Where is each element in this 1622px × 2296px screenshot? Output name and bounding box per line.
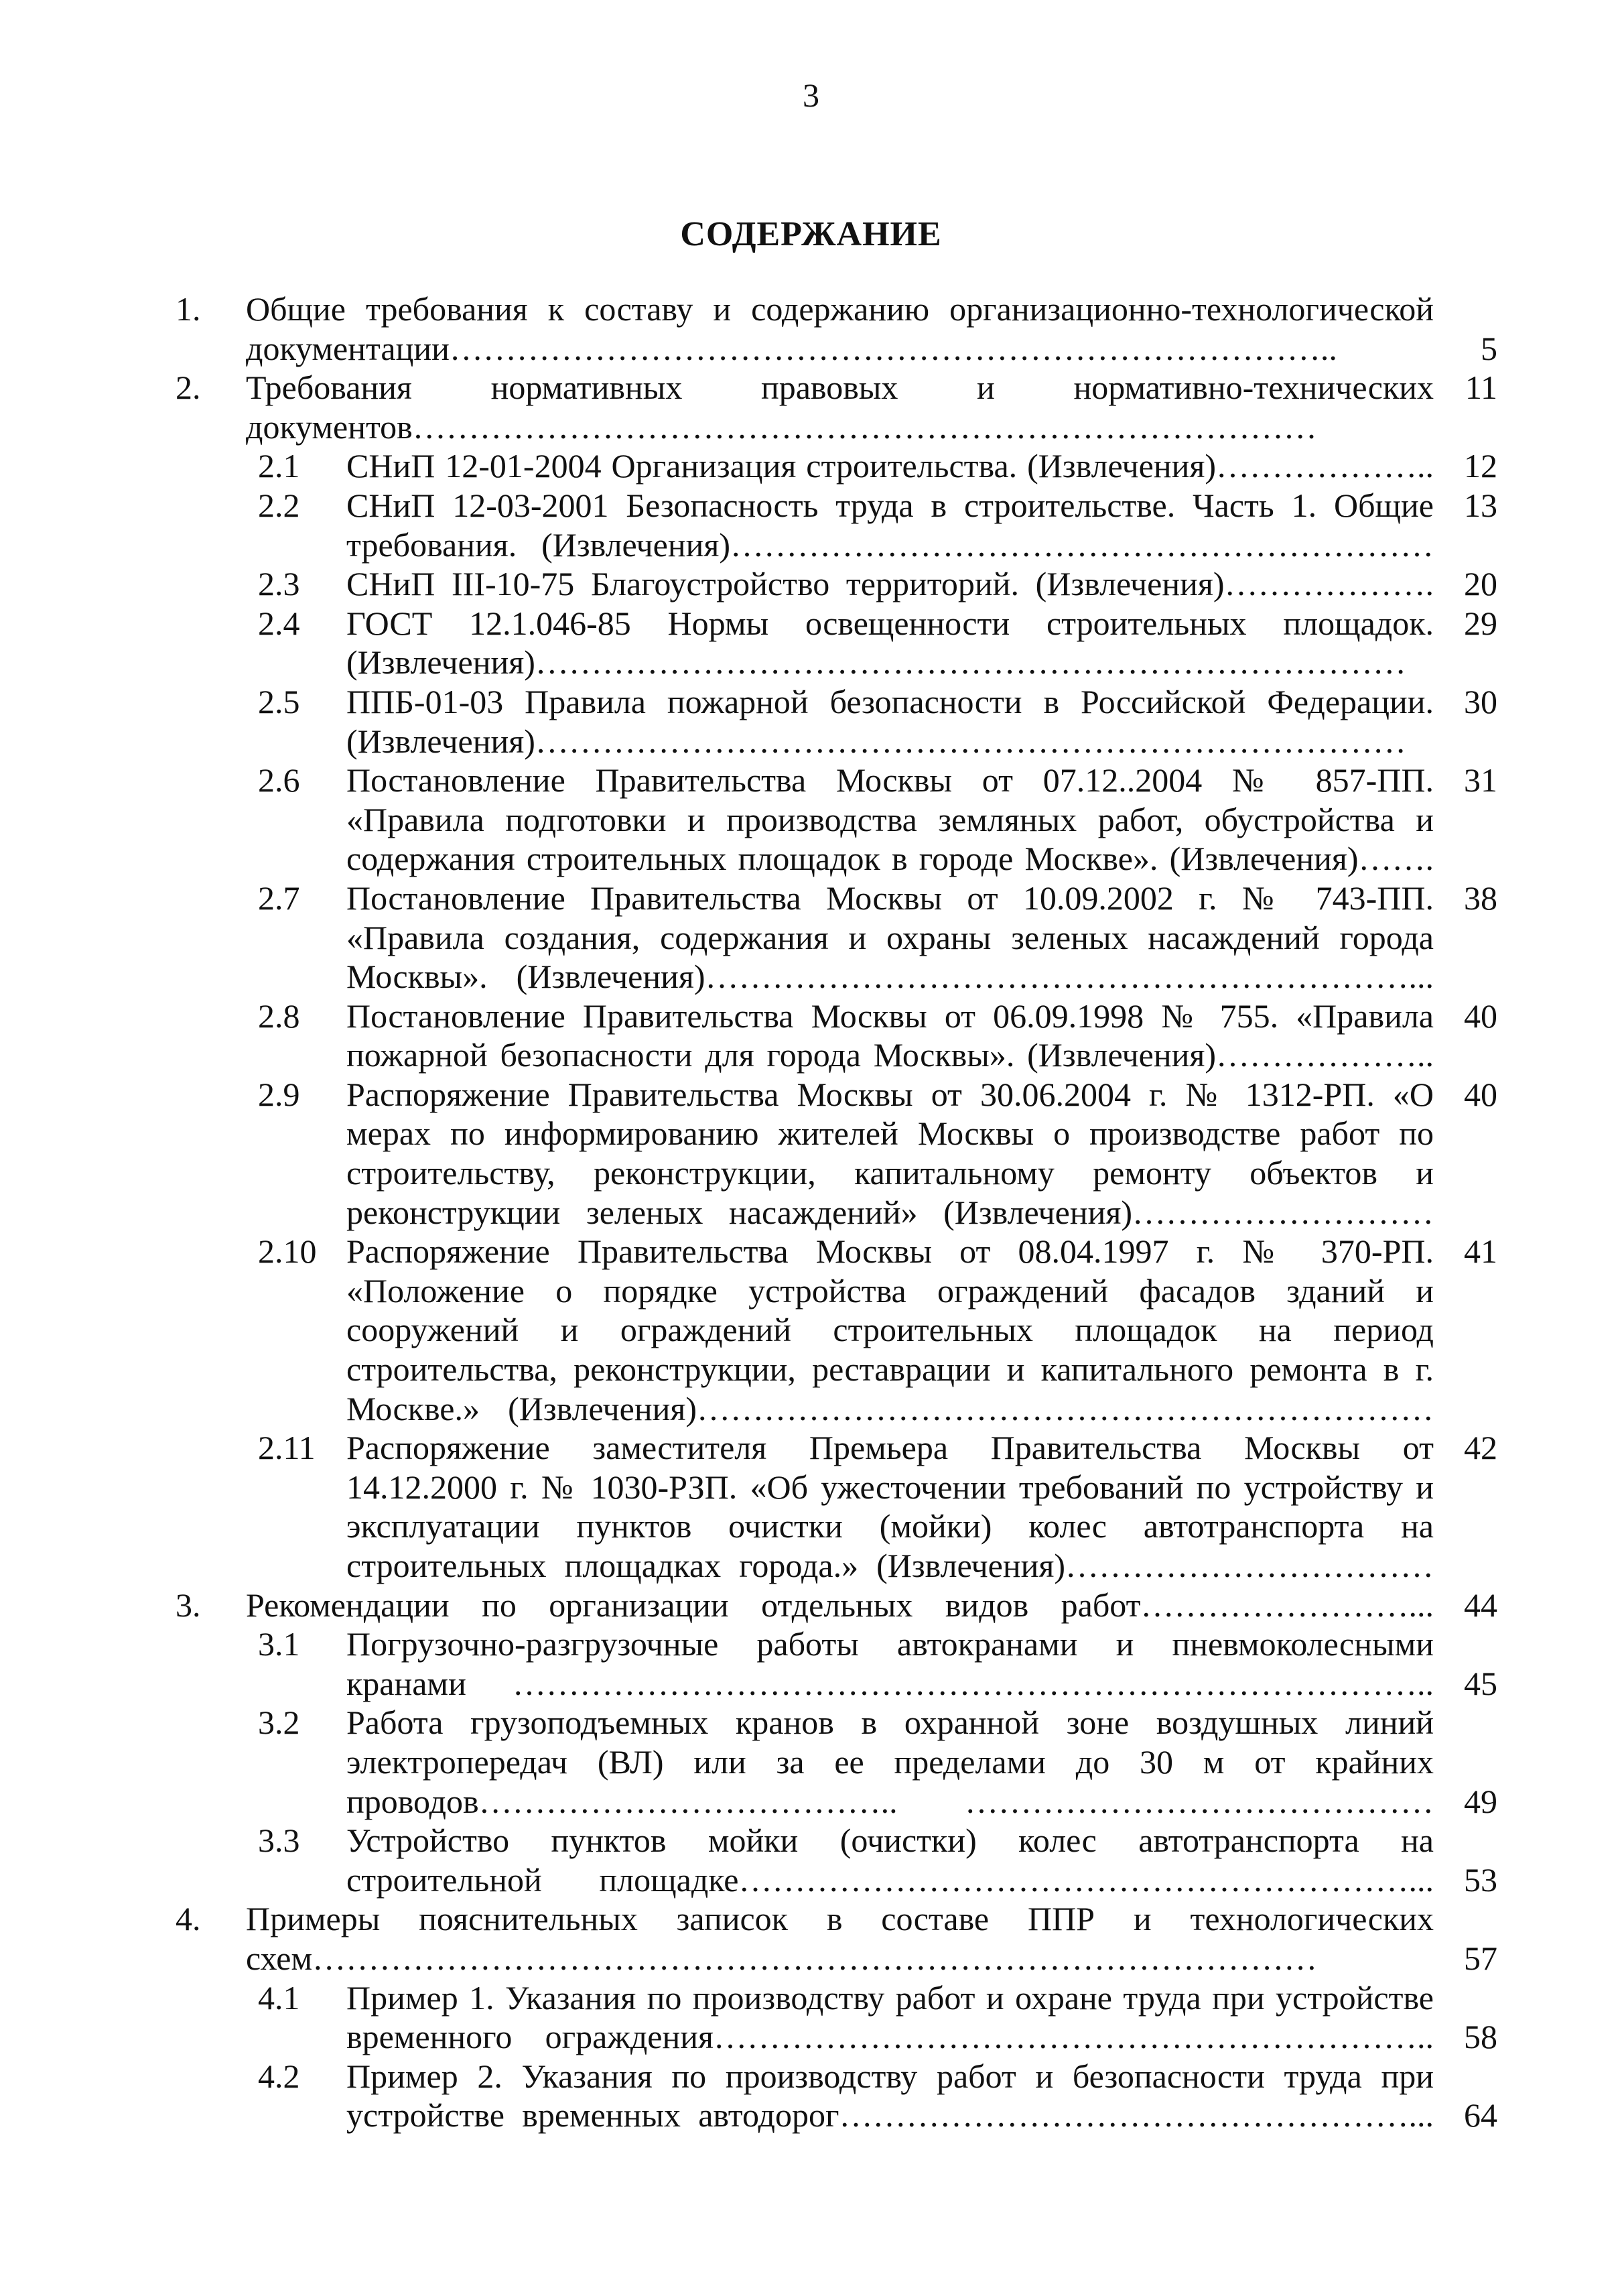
- toc-entry-page: 40: [1464, 1075, 1497, 1113]
- toc-entry-line: документации……………………………………………………………………..: [246, 329, 1337, 367]
- toc-entry-number: 4.2: [258, 2057, 300, 2095]
- toc-entry-page: 13: [1464, 486, 1497, 524]
- toc-entry-number: 3.3: [258, 1822, 300, 1860]
- toc-entry-number: 3.1: [258, 1625, 300, 1663]
- toc-entry: [0, 604, 1622, 682]
- toc-entry-line: 14.12.2000 г. № 1030-РЗП. «Об ужесточении требований по устройству и: [346, 1468, 1434, 1506]
- toc-entry-page: 64: [1464, 2096, 1497, 2134]
- toc-entry-line: СНиП 12-03-2001 Безопасность труда в строительстве. Часть 1. Общие: [346, 486, 1434, 524]
- toc-entry-line: строительной площадке……………………………………………………...: [346, 1860, 1434, 1899]
- toc-entry-number: 2.1: [258, 447, 300, 485]
- toc-entry-line: Пример 1. Указания по производству работ и охране труда при устройстве: [346, 1978, 1434, 2017]
- toc-entry-page: 12: [1464, 447, 1497, 485]
- toc-entry-number: 1.: [176, 290, 201, 328]
- toc-entry-number: 2.: [176, 369, 201, 407]
- toc-entry: [0, 446, 1622, 486]
- page-title: СОДЕРЖАНИЕ: [680, 215, 942, 253]
- toc-entry-line: электропередач (ВЛ) или за ее пределами до 30 м от крайних: [346, 1742, 1434, 1781]
- toc-entry-line: Устройство пунктов мойки (очистки) колес автотранспорта на: [346, 1822, 1434, 1860]
- toc-entry-page: 20: [1464, 565, 1497, 603]
- toc-entry-line: Примеры пояснительных записок в составе ППР и технологических: [246, 1900, 1434, 1938]
- toc-entry-number: 2.3: [258, 565, 300, 603]
- toc-entry-line: реконструкции зеленых насаждений» (Извлечения)………………………: [346, 1193, 1434, 1231]
- toc-entry-page: 57: [1464, 1939, 1497, 1977]
- toc-entry-number: 2.11: [258, 1429, 316, 1467]
- toc-entry-line: строительных площадках города.» (Извлечения)……………………………: [346, 1547, 1434, 1584]
- toc-entry-line: Погрузочно-разгрузочные работы автокранами и пневмоколесными: [346, 1625, 1434, 1663]
- toc-entry-page: 53: [1464, 1860, 1497, 1899]
- toc-entry-number: 2.5: [258, 682, 300, 720]
- toc-entry-line: СНиП III-10-75 Благоустройство территорий. (Извлечения)……………….: [346, 565, 1434, 603]
- toc-entry-line: эксплуатации пунктов очистки (мойки) колес автотранспорта на: [346, 1507, 1434, 1545]
- toc-entry-number: 2.9: [258, 1075, 300, 1113]
- toc-entry-line: Общие требования к составу и содержанию организационно-технологической: [246, 290, 1434, 328]
- toc-entry: [0, 1428, 1622, 1585]
- toc-entry-page: 29: [1464, 604, 1497, 642]
- toc-entry: [0, 1703, 1622, 1821]
- toc-entry-line: требования. (Извлечения)………………………………………………………: [346, 525, 1434, 564]
- toc-entry-number: 2.4: [258, 604, 300, 642]
- toc-entry-page: 42: [1464, 1429, 1497, 1467]
- toc-entry: [0, 1899, 1622, 1978]
- toc-entry-page: 44: [1464, 1586, 1497, 1624]
- toc-entry-line: устройстве временных автодорог……………………………………………...: [346, 2096, 1434, 2134]
- toc-entry-number: 3.: [176, 1586, 201, 1624]
- table-of-contents: [0, 290, 1622, 2135]
- toc-entry-line: строительству, реконструкции, капитальному ремонту объектов и: [346, 1154, 1434, 1192]
- toc-entry: [0, 682, 1622, 761]
- toc-entry-line: Пример 2. Указания по производству работ и безопасности труда при: [346, 2057, 1434, 2095]
- toc-entry: [0, 1624, 1622, 1703]
- toc-entry-line: Постановление Правительства Москвы от 06.09.1998 № 755. «Правила: [346, 997, 1434, 1035]
- toc-entry-page: 41: [1464, 1232, 1497, 1271]
- toc-entry: [0, 1075, 1622, 1232]
- toc-entry-number: 2.10: [258, 1232, 317, 1271]
- toc-entry-line: пожарной безопасности для города Москвы». (Извлечения)………………..: [346, 1036, 1434, 1074]
- toc-entry-line: Постановление Правительства Москвы от 07.12..2004 № 857-ПП.: [346, 761, 1434, 800]
- toc-entry-line: документов………………………………………………………………………: [246, 407, 1317, 446]
- toc-entry-number: 3.2: [258, 1704, 300, 1742]
- toc-entry-page: 45: [1464, 1664, 1497, 1702]
- toc-entry-line: ППБ-01-03 Правила пожарной безопасности в Российской Федерации.: [346, 682, 1434, 720]
- toc-entry-line: (Извлечения)……………………………………………………………………: [346, 643, 1406, 682]
- toc-entry-line: ГОСТ 12.1.046-85 Нормы освещенности строительных площадок.: [346, 604, 1434, 642]
- toc-entry-number: 2.8: [258, 997, 300, 1035]
- toc-entry-page: 11: [1465, 369, 1497, 407]
- toc-entry-page: 49: [1464, 1782, 1497, 1820]
- toc-entry-line: Распоряжение Правительства Москвы от 08.04.1997 г. № 370-РП.: [346, 1232, 1434, 1271]
- toc-entry-line: (Извлечения)……………………………………………………………………: [346, 722, 1406, 760]
- toc-entry-page: 5: [1481, 329, 1497, 367]
- toc-entry-number: 2.2: [258, 486, 300, 524]
- toc-entry-page: 40: [1464, 997, 1497, 1035]
- toc-entry: [0, 2057, 1622, 2135]
- toc-entry-line: Работа грузоподъемных кранов в охранной зоне воздушных линий: [346, 1704, 1434, 1742]
- toc-entry-number: 2.7: [258, 879, 300, 917]
- toc-entry-page: 30: [1464, 682, 1497, 720]
- toc-entry-line: временного ограждения………………………………………………………..: [346, 2018, 1434, 2056]
- toc-entry-line: кранами ………………………………………………………………………..: [346, 1664, 1434, 1702]
- toc-entry-line: Распоряжение Правительства Москвы от 30.06.2004 г. № 1312-РП. «О: [346, 1075, 1434, 1113]
- toc-entry: [0, 761, 1622, 879]
- toc-entry: [0, 997, 1622, 1075]
- toc-entry-page: 58: [1464, 2018, 1497, 2056]
- toc-entry-line: Постановление Правительства Москвы от 10.09.2002 г. № 743-ПП.: [346, 879, 1434, 917]
- toc-entry-line: строительства, реконструкции, реставрации и капитального ремонта в г.: [346, 1350, 1434, 1389]
- toc-entry-line: сооружений и ограждений строительных площадок на период: [346, 1311, 1434, 1349]
- toc-entry-number: 4.1: [258, 1978, 300, 2017]
- toc-entry-number: 2.6: [258, 761, 300, 800]
- toc-entry-line: содержания строительных площадок в городе Москве». (Извлечения)…….: [346, 840, 1434, 878]
- toc-entry-line: Москве.» (Извлечения)…………………………………………………………: [346, 1389, 1434, 1427]
- toc-entry-line: мерах по информированию жителей Москвы о производстве работ по: [346, 1114, 1434, 1153]
- toc-entry-line: «Положение о порядке устройства ограждений фасадов зданий и: [346, 1271, 1434, 1310]
- toc-entry-line: «Правила подготовки и производства земляных работ, обустройства и: [346, 800, 1434, 838]
- toc-entry: [0, 879, 1622, 997]
- toc-entry: [0, 564, 1622, 604]
- page-number: 3: [803, 76, 819, 114]
- toc-entry: [0, 1978, 1622, 2057]
- toc-entry-line: проводов……………………………….. ……………………………………: [346, 1782, 1434, 1820]
- toc-entry-line: схем………………………………………………………………………………: [246, 1939, 1318, 1977]
- toc-entry-number: 4.: [176, 1900, 201, 1938]
- toc-entry-line: Москвы». (Извлечения)………………………………………………………...: [346, 958, 1434, 996]
- toc-entry-line: «Правила создания, содержания и охраны зеленых насаждений города: [346, 918, 1434, 956]
- toc-entry: [0, 1232, 1622, 1428]
- toc-entry-line: Рекомендации по организации отдельных видов работ……………………...: [246, 1586, 1434, 1624]
- toc-entry-line: Распоряжение заместителя Премьера Правительства Москвы от: [346, 1429, 1434, 1467]
- toc-entry: [0, 368, 1622, 446]
- toc-entry-page: 38: [1464, 879, 1497, 917]
- toc-entry: [0, 486, 1622, 564]
- toc-entry: [0, 290, 1622, 368]
- toc-entry: [0, 1586, 1622, 1625]
- toc-entry: [0, 1821, 1622, 1899]
- toc-entry-line: СНиП 12-01-2004 Организация строительства. (Извлечения)………………..: [346, 447, 1434, 485]
- toc-entry-line: Требования нормативных правовых и нормативно-технических: [246, 369, 1434, 407]
- toc-entry-page: 31: [1464, 761, 1497, 800]
